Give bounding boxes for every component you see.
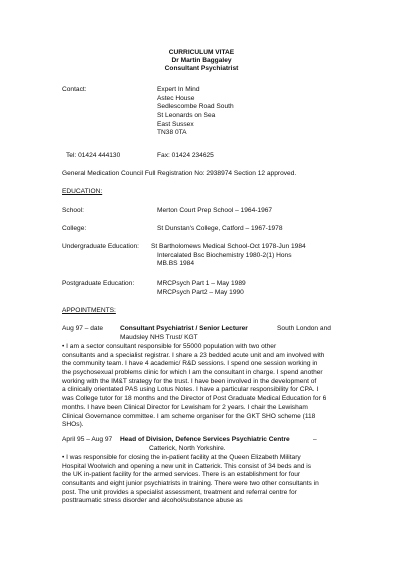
address-line: TN38 0TA: [157, 129, 187, 137]
job2-location: Catterick, North Yorkshire.: [149, 445, 226, 452]
postgrad-details: [157, 280, 246, 297]
job2-dash: –: [313, 436, 317, 443]
college-value: St Dunstan's College, Catford – 1967-1978: [157, 225, 283, 232]
description-line: Clinical Governance committee. I am scheme organiser for the GKT SHO scheme (118: [62, 412, 316, 420]
description-line: working with the IM&T strategy for the trust. I have been involved in the development of: [62, 377, 317, 385]
person-role: Consultant Psychiatrist: [164, 65, 239, 72]
doc-title: CURRICULUM VITAE: [168, 49, 235, 56]
postgrad-label: Postgraduate Education:: [62, 280, 135, 287]
description-line: consultants and a specialist registrar. I share a 23 bedded acute unit and am involved with: [62, 351, 325, 359]
contact-label: Contact:: [62, 86, 87, 93]
person-name: Dr Martin Baggaley: [171, 57, 232, 64]
description-line: months. I have been Clinical Director for Lewisham for 2 years. I chair the Lewisham: [62, 403, 308, 411]
undergrad-line: St Bartholomews Medical School-Oct 1978-Jun 1984: [151, 243, 306, 250]
school-label: School:: [62, 207, 84, 214]
undergrad-line: MB.BS 1984: [157, 260, 195, 268]
college-label: College:: [62, 225, 87, 232]
postgrad-line: MRCPsych Part2 – May 1990: [157, 288, 244, 296]
description-line: post. The unit provides a specialist assessment, treatment and referral centre for: [62, 488, 297, 496]
job1-location-2: Maudsley NHS Trust/ KGT: [120, 334, 198, 341]
description-line: • I am a sector consultant responsible for 55000 population with two other: [62, 343, 277, 350]
address-line: Astec House: [157, 94, 195, 102]
address-line: Expert In Mind: [157, 86, 200, 93]
job1-location: South London and: [277, 325, 331, 332]
description-line: the UK in-patient facility for the armed services. There is an establishment for four: [62, 471, 301, 479]
school-value: Merton Court Prep School – 1964-1967: [157, 207, 273, 214]
job1-title: Consultant Psychiatrist / Senior Lecturer: [120, 325, 248, 332]
description-line: Hospital Woolwich and opening a new unit in Catterick. This consist of 34 beds and is: [62, 462, 311, 470]
undergrad-label: Undergraduate Education:: [62, 243, 139, 250]
undergrad-line: Intercalated Bsc Biochemistry 1980-2(1) Hons: [157, 251, 292, 259]
job1-description: [62, 343, 326, 430]
contact-address: [157, 86, 234, 138]
registration: General Medication Council Full Registration No: 2938974 Section 12 approved.: [62, 170, 297, 177]
address-line: St Leonards on Sea: [157, 112, 216, 120]
description-line: consultants and eight junior psychiatrists in training. There were two other consultants in: [62, 480, 319, 488]
job2-dates: April 95 – Aug 97: [62, 436, 113, 443]
description-line: • I was responsible for closing the in-patient facility at the Queen Elizabeth Military: [62, 454, 301, 461]
job1-dates: Aug 97 – date: [62, 325, 104, 332]
fax: Fax: 01424 234625: [157, 152, 214, 159]
undergrad-details: [151, 243, 306, 269]
description-line: the psychosexual problems clinic for which I am the consultant in charge. I spend another: [62, 369, 323, 377]
address-line: Sedlescombe Road South: [157, 103, 234, 111]
description-line: SHOs).: [62, 421, 84, 429]
address-line: East Sussex: [157, 120, 194, 128]
description-line: posttraumatic stress disorder and alcohol/substance abuse as: [62, 497, 243, 505]
telephone: Tel: 01424 444130: [66, 152, 121, 159]
postgrad-line: MRCPsych Part 1 – May 1989: [157, 280, 246, 287]
job2-description: [62, 454, 319, 506]
education-heading: EDUCATION:: [62, 188, 103, 195]
description-line: was College tutor for 18 months and the Director of Post Graduate Medical Education for 6: [62, 395, 327, 403]
job2-title: Head of Division, Defence Services Psychiatric Centre: [120, 436, 290, 443]
appointments-heading: APPOINTMENTS:: [62, 307, 116, 314]
description-line: the community team. I have 4 academic/ R&D sessions. I spend one session working in: [62, 360, 318, 368]
description-line: a clinically orientated PAS using Lotus Notes. I have a particular responsibility for CPA. I: [62, 386, 319, 394]
